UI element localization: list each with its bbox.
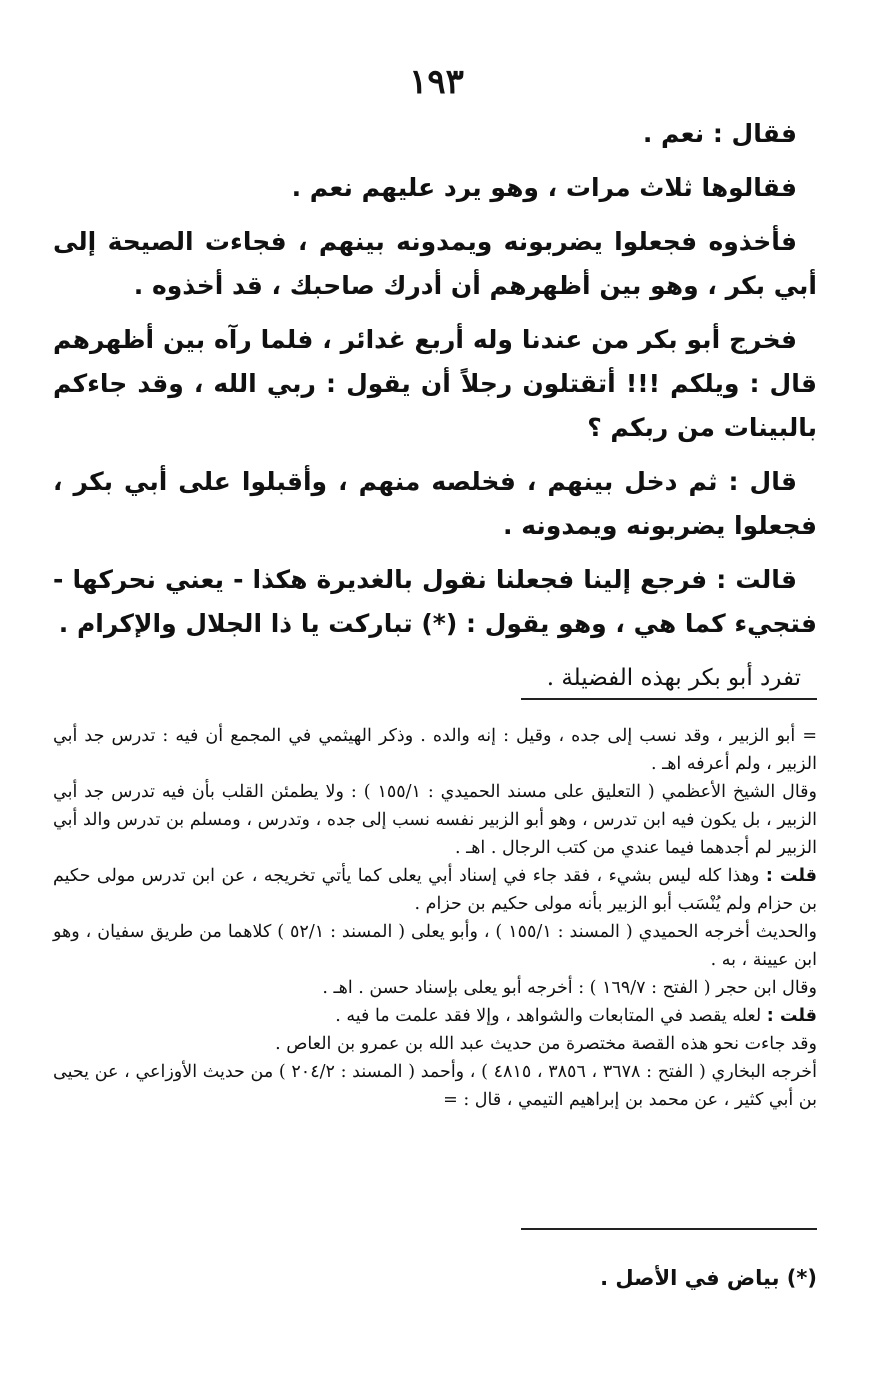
page-number: ١٩٣	[409, 62, 464, 102]
footnote-line: = أبو الزبير ، وقد نسب إلى جده ، وقيل : إنه والده . وذكر الهيثمي في المجمع أن فيه : تدرس جد أبي الزبير ، ولم أعرفه اهـ .	[53, 726, 817, 774]
main-text	[53, 112, 817, 710]
paragraph-6: قالت : فرجع إلينا فجعلنا نقول بالغديرة هكذا - يعني نحركها - فتجيء كما هي ، وهو يقول : (*) تباركت يا ذا الجلال والإكرام .	[53, 565, 817, 638]
footnote-keyword: قلت :	[765, 866, 817, 886]
paragraph-4: فخرج أبو بكر من عندنا وله أربع غدائر ، فلما رآه بين أظهرهم قال : ويلكم !!! أتقتلون رجلاً أن يقول : ربي الله ، وقد جاءكم بالبينات من ربكم ؟	[53, 325, 817, 442]
footnote-line: وقد جاءت نحو هذه القصة مختصرة من حديث عبد الله بن عمرو بن العاص .	[275, 1034, 817, 1054]
footnote-line: أخرجه البخاري ( الفتح : ٣٦٧٨ ، ٣٨٥٦ ، ٤٨١٥ ) ، وأحمد ( المسند : ٢٠٤/٢ ) من حديث الأوزاعي ، عن يحيى بن أبي كثير ، عن محمد بن إبراهيم التيمي ، قال : =	[53, 1062, 817, 1110]
footnote-separator	[521, 698, 817, 700]
paragraph-2: فقالوها ثلاث مرات ، وهو يرد عليهم نعم .	[291, 173, 797, 202]
footnote-text: لعله يقصد في المتابعات والشواهد ، وإلا فقد علمت ما فيه .	[335, 1006, 767, 1026]
footnote-keyword: قلت :	[766, 1006, 817, 1026]
paragraph-5: قال : ثم دخل بينهم ، فخلصه منهم ، وأقبلوا على أبي بكر ، فجعلوا يضربونه ويمدونه .	[53, 467, 817, 540]
footnotes	[53, 722, 817, 1114]
footnote-line: وقال الشيخ الأعظمي ( التعليق على مسند الحميدي : ١٥٥/١ ) : ولا يطمئن القلب بأن فيه تدرس جد أبي الزبير ، بل يكون فيه ابن تدرس ، وهو أبو الزبير نفسه نسب إلى جده ، وتدرس ، ومسلم بن تدرس والد أبي الزبير لم أجدهما فيما عندي من كتب الرجال . اهـ .	[53, 782, 818, 858]
paragraph-3: فأخذوه فجعلوا يضربونه ويمدونه بينهم ، فجاءت الصيحة إلى أبي بكر ، وهو بين أظهرهم أن أدرك صاحبك ، قد أخذوه .	[53, 227, 817, 300]
asterisk-note: (*) بياض في الأصل .	[600, 1266, 817, 1290]
footnote-text: وهذا كله ليس بشيء ، فقد جاء في إسناد أبي يعلى كما يأتي تخريجه ، عن ابن تدرس مولى حكيم بن حزام ولم يُنْسَب أبو الزبير بأنه مولى حكيم بن حزام .	[53, 866, 817, 914]
footnote-line	[53, 862, 817, 918]
footnote-line: وقال ابن حجر ( الفتح : ١٦٩/٧ ) : أخرجه أبو يعلى بإسناد حسن . اهـ .	[322, 978, 817, 998]
paragraph-7: تفرد أبو بكر بهذه الفضيلة .	[546, 665, 801, 691]
footnote-line: والحديث أخرجه الحميدي ( المسند : ١٥٥/١ ) ، وأبو يعلى ( المسند : ٥٢/١ ) كلاهما من طريق سفيان ، وهو ابن عيينة ، به .	[53, 922, 818, 970]
footnote-line	[53, 1002, 817, 1030]
paragraph-1: فقال : نعم .	[642, 119, 797, 148]
asterisk-note-separator	[521, 1228, 817, 1230]
